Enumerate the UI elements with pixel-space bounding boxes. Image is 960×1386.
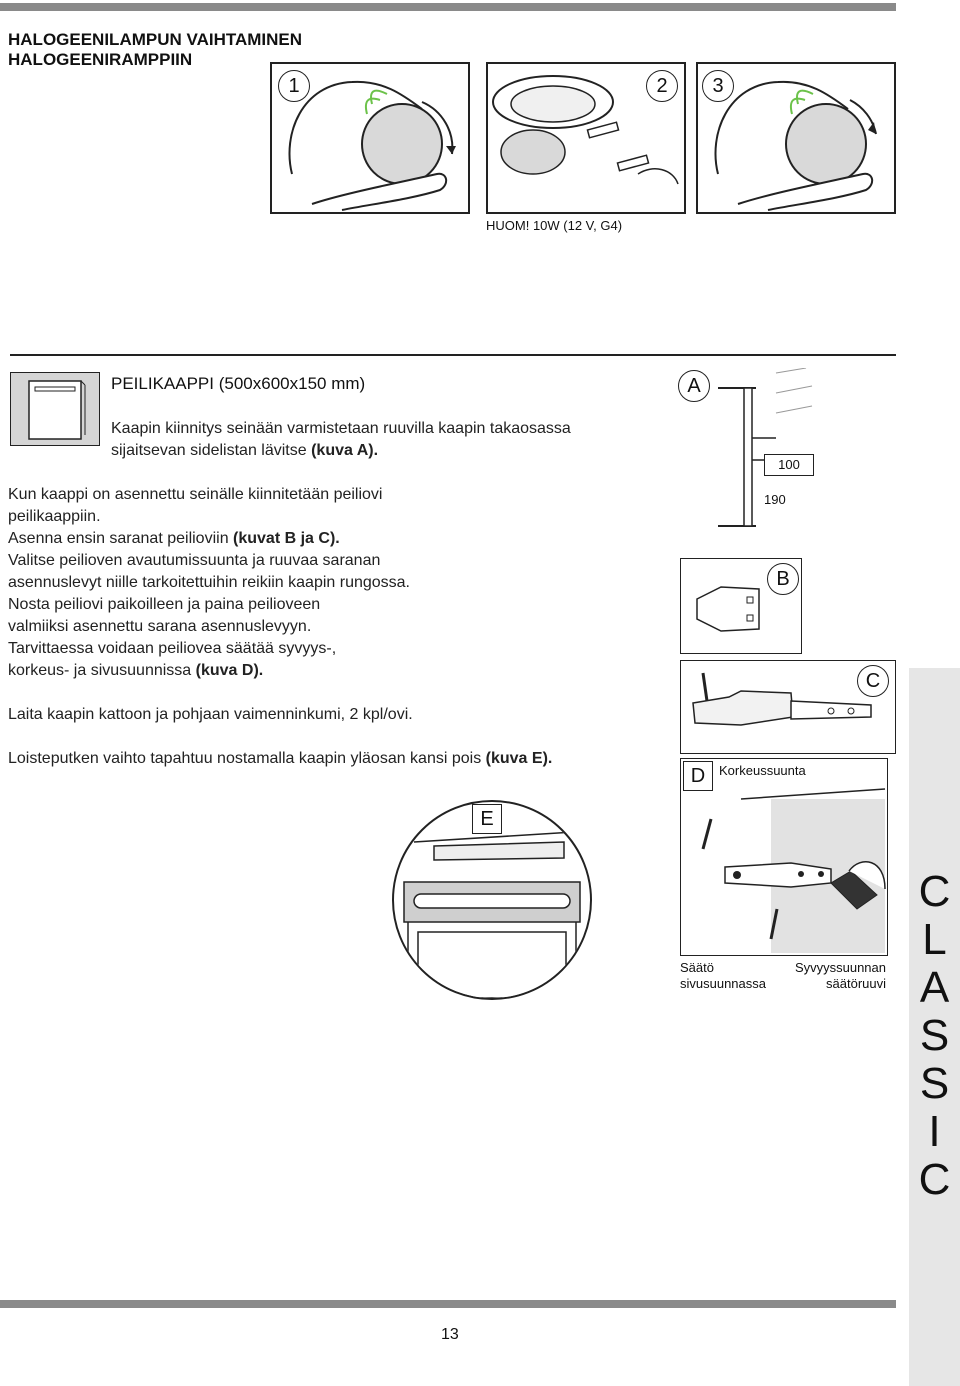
figure-d-badge: D [683,761,713,791]
figure-b [680,558,802,654]
dimension-100: 100 [764,454,814,476]
bottom-bar [0,1300,896,1308]
paragraph-tube-replacement: Loisteputken vaihto tapahtuu nostamalla kaapin yläosan kansi pois (kuva E). [8,750,553,767]
section-divider [10,354,896,356]
step-2-illustration [486,62,686,214]
mirror-cabinet-icon [11,373,99,445]
step-1-illustration [270,62,470,214]
mounting-plate-icon [681,559,801,653]
cabinet-thumbnail [10,372,100,446]
step-3-badge: 3 [702,70,734,102]
step-1-badge: 1 [278,70,310,102]
paragraph-fixing: Kaapin kiinnitys seinään varmistetaan ruuvilla kaapin takaosassa sijaitsevan sidelistan lävitse (kuva A). [111,420,571,459]
figure-d [680,758,888,956]
step-2-badge: 2 [646,70,678,102]
page-number: 13 [441,1326,459,1343]
figure-e-badge: E [472,804,502,834]
side-adjustment-label: Säätö sivusuunnassa [680,960,766,991]
hinge-icon [681,661,895,753]
side-tab-letters: C L A S S I C [918,867,951,1204]
bulb-note: HUOM! 10W (12 V, G4) [486,218,623,233]
dimension-190: 190 [764,492,786,507]
paragraph-dampers: Laita kaapin kattoon ja pohjaan vaimenninkumi, 2 kpl/ovi. [8,706,413,723]
hand-closing-lamp-cover-icon [698,64,894,212]
figure-c [680,660,896,754]
figure-a-badge: A [678,370,710,402]
step-3-illustration [696,62,896,214]
figure-c-badge: C [857,665,889,697]
figure-e [392,800,592,1000]
side-tab [909,668,960,1386]
wall-mount-diagram-icon [676,368,816,536]
height-direction-label: Korkeussuunta [719,763,806,778]
paragraph-door-install: Kun kaappi on asennettu seinälle kiinnitetään peiliovi peilikaappiin. Asenna ensin saranat peilioviin (kuvat B ja C). Valitse peilioven avautumissuunta ja ruuvaa saranan asennuslevyt niille tarkoitettuihin reikiin kaapin rungossa. Nosta peiliovi paikoilleen ja paina peilioveen valmiiksi asennettu sarana asennuslevyyn. Tarvittaessa voidaan peiliovea säätää syvyys-, korkeus- ja sivusuunnissa (kuva D). [8,486,410,679]
depth-screw-label: Syvyyssuunnan säätöruuvi [794,960,886,991]
section-title: HALOGEENILAMPUN VAIHTAMINEN HALOGEENIRAMPPIIN [8,30,303,69]
hinge-adjustment-diagram-icon [681,759,887,955]
figure-a [676,368,816,536]
hand-rotating-lamp-cover-icon [272,64,468,212]
cabinet-heading: PEILIKAAPPI (500x600x150 mm) [111,374,366,393]
top-bar [0,3,896,11]
figure-b-badge: B [767,563,799,595]
bulb-replacement-icon [488,64,684,212]
